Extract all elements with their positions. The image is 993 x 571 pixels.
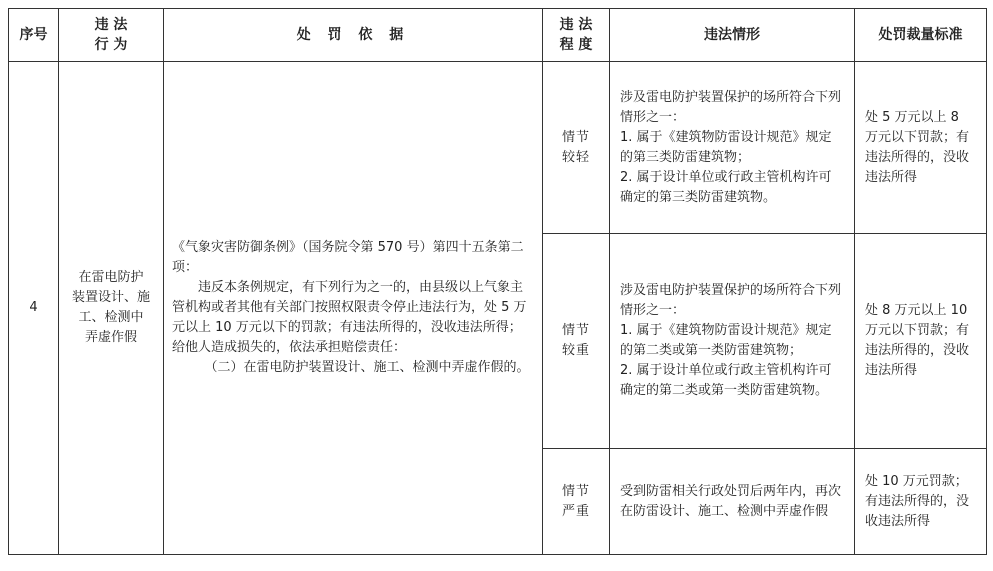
situation-cell-light: [610, 62, 855, 234]
header-degree-line1: 违 法: [559, 17, 593, 33]
penalty-table: [8, 8, 987, 555]
degree-text: 严重: [561, 503, 590, 519]
header-illegal-act-line2: 行 为: [94, 37, 128, 53]
basis-item: （二）在雷电防护装置设计、施工、检测中弄虚作假的。: [204, 360, 530, 375]
basis-provision: 违反本条例规定，有下列行为之一的，由县级以上气象主管机构或者其他有关部门按照权限责令停止违法行为，处 5 万元以上 10 万元以下的罚款；有违法所得的，没收违法所得；给他人造成损失的，依法承担赔偿责任：: [172, 280, 527, 355]
standard-text: 处 8 万元以上 10 万元以下罚款；有违法所得的，没收违法所得: [865, 303, 970, 378]
header-serial: 序号: [9, 9, 59, 62]
situation-line: 1. 属于《建筑物防雷设计规范》规定的第三类防雷建筑物；: [620, 129, 832, 165]
serial-cell: 4: [9, 62, 59, 555]
degree-text: 情节: [561, 129, 590, 145]
basis-regulation: 《气象灾害防御条例》（国务院令第 570 号）第四十五条第二项：: [172, 240, 524, 275]
situation-line: 涉及雷电防护装置保护的场所符合下列情形之一：: [620, 89, 842, 125]
degree-text: 较轻: [561, 149, 590, 165]
situation-line: 涉及雷电防护装置保护的场所符合下列情形之一：: [620, 283, 842, 318]
standard-cell-serious: [855, 234, 987, 449]
degree-cell-severe: [543, 449, 610, 555]
situation-cell-severe: [610, 449, 855, 555]
degree-cell-serious: [543, 234, 610, 449]
header-degree: [543, 9, 610, 62]
situation-line: 2. 属于设计单位或行政主管机构许可确定的第二类或第一类防雷建筑物。: [620, 363, 832, 398]
standard-text: 处 5 万元以上 8 万元以下罚款；有违法所得的，没收违法所得: [865, 109, 970, 185]
penalty-table-container: [8, 8, 987, 555]
standard-cell-severe: [855, 449, 987, 555]
illegal-act-line: 装置设计、施: [71, 290, 150, 305]
table-row-light: [9, 62, 987, 234]
standard-cell-light: [855, 62, 987, 234]
standard-text: 处 10 万元罚款；有违法所得的，没收违法所得: [865, 473, 970, 529]
header-illegal-act-line1: 违 法: [94, 17, 128, 33]
degree-text: 情节: [561, 323, 590, 338]
situation-line: 2. 属于设计单位或行政主管机构许可确定的第三类防雷建筑物。: [620, 169, 832, 205]
header-situation: 违法情形: [610, 9, 855, 62]
illegal-act-line: 弄虚作假: [84, 330, 137, 345]
header-penalty-basis: 处 罚 依 据: [164, 9, 543, 62]
situation-cell-serious: [610, 234, 855, 449]
illegal-act-line: 工、检测中: [78, 310, 144, 325]
header-standard: 处罚裁量标准: [855, 9, 987, 62]
header-illegal-act: [59, 9, 164, 62]
penalty-basis-cell: [164, 62, 543, 555]
degree-text: 情节: [561, 483, 590, 499]
situation-line: 受到防雷相关行政处罚后两年内，再次在防雷设计、施工、检测中弄虚作假: [620, 483, 842, 519]
situation-line: 1. 属于《建筑物防雷设计规范》规定的第二类或第一类防雷建筑物；: [620, 323, 832, 358]
degree-cell-light: [543, 62, 610, 234]
illegal-act-cell: [59, 62, 164, 555]
header-degree-line2: 程 度: [559, 37, 593, 53]
header-row: [9, 9, 987, 62]
degree-text: 较重: [561, 343, 590, 358]
illegal-act-line: 在雷电防护: [78, 270, 144, 285]
